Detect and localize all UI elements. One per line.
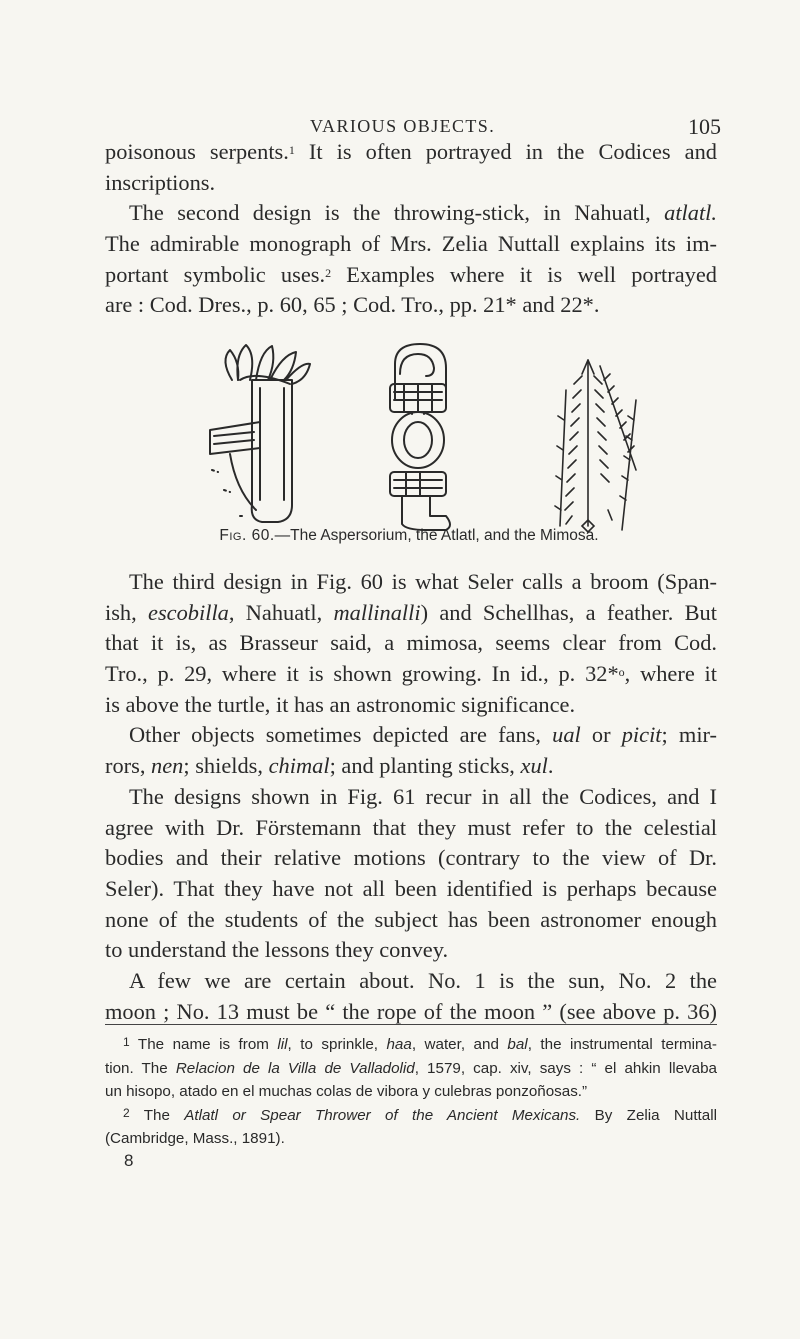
text-line: ish, escobilla, Nahuatl, mallinalli) and Schellhas, a feather. But [105,599,717,625]
figure-caption [0,527,800,545]
text-line: Tro., p. 29, where it is shown growing. In id., p. 32*$^o$, where it [105,661,717,687]
page-number: 105 [688,114,721,139]
text-line: agree with Dr. Förstemann that they must refer to the celestial [105,814,717,840]
footnote-line: $^2$ The Atlatl or Spear Thrower of the Ancient Mexicans. By Zelia Nuttall [123,1105,717,1124]
text-line: moon ; No. 13 must be “ the rope of the moon ” (see above p. 36) [105,998,717,1024]
mimosa-drawing [555,360,636,532]
text-line: is above the turtle, it has an astronomic significance. [105,691,576,717]
text-line: Other objects sometimes depicted are fans, ual or picit; mir- [129,722,717,748]
signature-mark: 8 [124,1151,134,1170]
footnote-number: 2 [123,1105,130,1120]
footnote-ref: 1 [288,143,295,157]
text-line: Seler). That they have not all been identified is perhaps because [105,875,717,901]
footnote-line: tion. The Relacion de la Villa de Valladolid, 1579, cap. xiv, says : “ el ahkin llevaba [105,1059,717,1077]
text-line: bodies and their relative motions (contrary to the view of Dr. [105,845,717,871]
footnotes [105,1033,717,1151]
text-line: portant symbolic uses.$^2$ Examples where it is well portrayed [105,261,717,287]
figure-60-illustration [190,340,640,540]
body-text-main [105,567,717,1027]
text-line: The admirable monograph of Mrs. Zelia Nuttall explains its im- [105,231,717,257]
text-line: rors, nen; shields, chimal; and planting sticks, xul. [105,753,554,779]
text-line: are : Cod. Dres., p. 60, 65 ; Cod. Tro., pp. 21* and 22*. [105,292,600,318]
footnote-rule [105,1024,717,1025]
text-line: The second design is the throwing-stick, in Nahuatl, atlatl. [129,200,717,226]
body-text-top [105,137,717,321]
footnote-line: (Cambridge, Mass., 1891). [105,1130,285,1147]
footnote-ref: 2 [325,265,332,280]
figure-label: Fig. 60. [219,527,275,544]
footnote-line: $^1$ The name is from lil, to sprinkle, haa, water, and bal, the instrumental termina- [123,1035,717,1053]
text-line: none of the students of the subject has been astronomer enough [105,906,717,932]
text-line: to understand the lessons they convey. [105,937,449,963]
aspersorium-drawing [210,345,310,522]
text-line: inscriptions. [105,169,216,195]
text-line: A few we are certain about. No. 1 is the sun, No. 2 the [129,967,717,993]
footnote-number: 1 [123,1035,130,1049]
footnote-line: un hisopo, atado en el muchas colas de vibora y culebras ponzoñosas.” [105,1083,588,1100]
running-head: VARIOUS OBJECTS. [310,116,496,136]
atlatl-drawing [390,344,450,530]
text-line: The designs shown in Fig. 61 recur in all the Codices, and I [129,783,717,809]
text-line: The third design in Fig. 60 is what Seler calls a broom (Span- [129,569,717,594]
text-line: poisonous serpents.$^1$ It is often portrayed in the Codices and [105,139,717,164]
text-line: that it is, as Brasseur said, a mimosa, seems clear from Cod. [105,630,717,656]
figure-caption-text: —The Aspersorium, the Atlatl, and the Mimosa. [274,527,599,544]
figure-60 [190,340,640,540]
